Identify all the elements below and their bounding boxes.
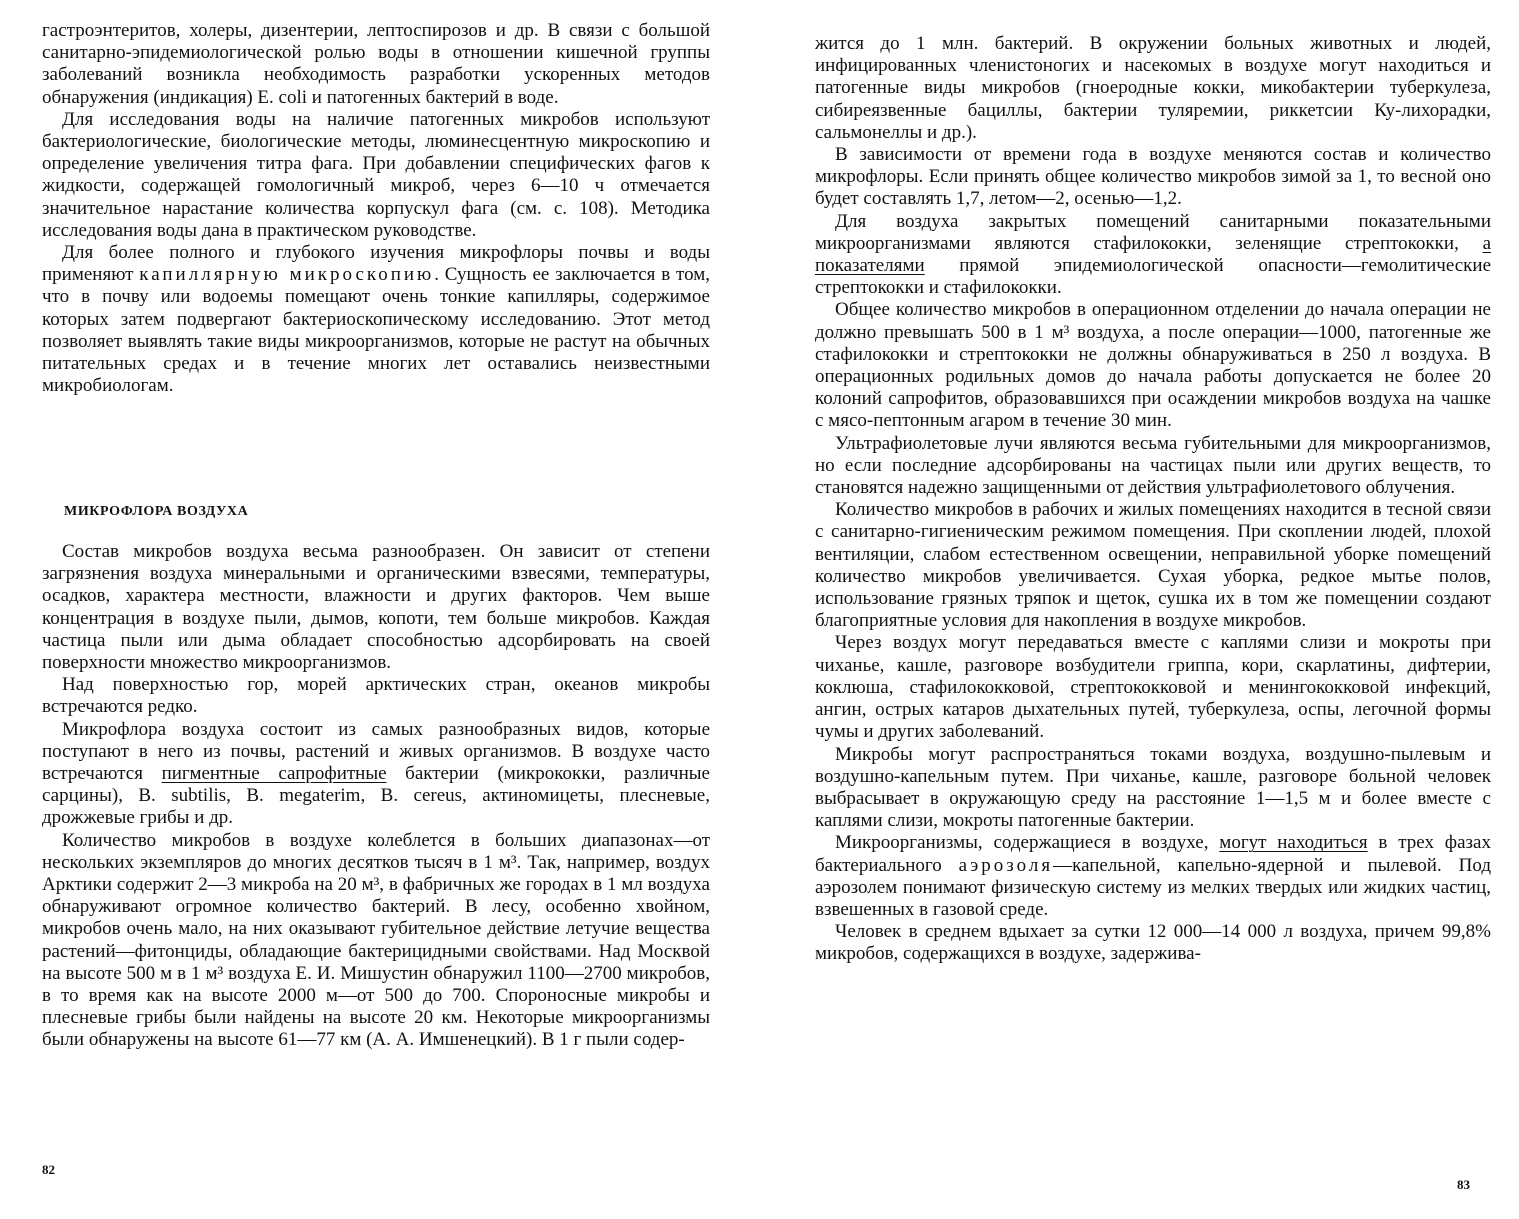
paragraph-breathing: Человек в среднем вдыхает за сутки 12 000—14 000 л воздуха, причем 99,8% микробов, содержащихся в воздухе, задержива-	[815, 921, 1491, 965]
right-column	[815, 33, 1491, 966]
paragraph-seasons: В зависимости от времени года в воздухе меняются состав и количество микрофлоры. Если принять общее количество микробов зимой за 1, то весной оно будет составлять 1,7, летом—2, осенью—1,2.	[815, 144, 1491, 210]
paragraph-continuation-right: жится до 1 млн. бактерий. В окружении больных животных и людей, инфицированных членистоногих и насекомых в воздухе могут находиться и патогенные виды микробов (гноеродные кокки, микобактерии туберкулеза, сибиреязвенные бациллы, бактерии туляремии, риккетсии Ку-лихорадки, сальмонеллы и др.).	[815, 33, 1491, 143]
paragraph-indicators	[815, 211, 1491, 300]
paragraph-premises: Количество микробов в рабочих и жилых помещениях находится в тесной связи с санитарно-гигиеническим режимом помещения. При скоплении людей, плохой вентиляции, слабом естественном освещении, неправильной уборке помещений количество микробов увеличивается. Сухая уборка, редкое мытье полов, использование грязных тряпок и щеток, сушка их в том же помещении создают благоприятные условия для накопления в воздухе микробов.	[815, 499, 1491, 632]
right-page	[760, 0, 1519, 1219]
indicators-text-before: Для воздуха закрытых помещений санитарными показательными микроорганизмами являются стафилококки, зеленящие стрептококки,	[815, 210, 1491, 254]
paragraph-capillary	[42, 242, 710, 397]
paragraph-aerosol	[815, 832, 1491, 921]
microflora-text-before: Микрофлора воздуха состоит из самых разнообразных видов, которые поступают в него из почвы, растений и живых организмов. В воздухе часто встречаются	[42, 718, 710, 785]
section-heading: МИКРОФЛОРА ВОЗДУХА	[64, 504, 249, 519]
page-number-left: 82	[42, 1162, 55, 1177]
paragraph-mountains: Над поверхностью гор, морей арктических стран, океанов микробы встречаются редко.	[42, 674, 710, 718]
paragraph-microflora	[42, 719, 710, 830]
paragraph-continuation: гастроэнтеритов, холеры, дизентерии, лептоспирозов и др. В связи с большой санитарно-эпидемиологической ролью воды в отношении кишечной группы заболеваний возникла необходимость разработки ускоренных методов обнаружения (индикация) E. coli и патогенных бактерий в воде.	[42, 20, 710, 108]
left-column-top	[42, 20, 710, 397]
paragraph-air-currents: Микробы могут распространяться токами воздуха, воздушно-пылевым и воздушно-капельным путем. При чиханье, кашле, разговоре больной человек выбрасывает в окружающую среду на расстояние 1—1,5 м и более вместе с каплями слизи, мокроты патогенные бактерии.	[815, 743, 1491, 832]
paragraph-operating-room: Общее количество микробов в операционном отделении до начала операции не должно превышать 500 в 1 м³ воздуха, а после операции—1000, патогенные же стафилококки и стрептококки не должны обнаруживаться в 250 л воздуха. В операционных родильных домов до начала работы допускается не более 20 колоний сапрофитов, образовавшихся при осаждении микробов воздуха на чашке с мясо-пептонным агаром в течение 30 мин.	[815, 299, 1491, 432]
paragraph-airborne-diseases: Через воздух могут передаваться вместе с каплями слизи и мокроты при чиханье, кашле, разговоре возбудители гриппа, кори, скарлатины, дифтерии, коклюша, стафилококковой, стрептококковой и менингококковой инфекций, ангин, острых катаров дыхательных путей, туберкулеза, оспы, легочной формы чумы и других заболеваний.	[815, 632, 1491, 743]
microflora-text-after: бактерии (микрококки, различные сарцины), B. subtilis, B. megaterim, B. cereus, актиномицеты, плесневые, дрожжевые грибы и др.	[42, 763, 710, 829]
left-column-bottom	[42, 541, 710, 1052]
aerosol-term: аэрозоля	[958, 854, 1054, 876]
aerosol-text-middle: в трех фазах бактериального	[815, 832, 1491, 876]
indicators-text-after: прямой эпидемиологической опасности—гемолитические стрептококки и стафилококки.	[815, 255, 1491, 299]
aerosol-text-before: Микроорганизмы, содержащиеся в воздухе,	[835, 832, 1220, 854]
left-page	[0, 0, 740, 1219]
page-number-right: 83	[1457, 1177, 1470, 1192]
paragraph-water-research: Для исследования воды на наличие патогенных микробов используют бактериологические, биологические методы, люминесцентную микроскопию и определение увеличения титра фага. При добавлении специфических фагов к жидкости, содержащей гомологичный микроб, через 6—10 ч отмечается значительное нарастание количества корпускул фага (см. с. 108). Методика исследования воды дана в практическом руководстве.	[42, 108, 710, 241]
capillary-text-after: . Сущность ее заключается в том, что в почву или водоемы помещают очень тонкие капилляры, содержимое которых затем подвергают бактериоскопическому исследованию. Этот метод позволяет выявлять такие виды микроорганизмов, которые не растут на обычных питательных средах и в течение многих лет оставались неизвестными микробиологам.	[42, 264, 710, 397]
paragraph-air-composition: Состав микробов воздуха весьма разнообразен. Он зависит от степени загрязнения воздуха минеральными и органическими взвесями, температуры, осадков, характера местности, влажности и других факторов. Чем выше концентрация в воздухе пыли, дымов, копоти, тем больше микробов. Каждая частица пыли или дыма обладает способностью адсорбировать на своей поверхности множество микроорганизмов.	[42, 541, 710, 674]
capillary-text-before: Для более полного и глубокого изучения микрофлоры почвы и воды применяют	[42, 242, 710, 286]
underlined-phrase: пигментные сапрофитные	[161, 763, 387, 785]
paragraph-ultraviolet: Ультрафиолетовые лучи являются весьма губительными для микроорганизмов, но если последние адсорбированы на частицах пыли или других веществ, то становятся надежно защищенными от действия ультрафиолетового облучения.	[815, 432, 1491, 499]
underlined-phrase: а показателями	[815, 232, 1491, 277]
paragraph-quantity: Количество микробов в воздухе колеблется в больших диапазонах—от нескольких экземпляров до многих десятков тысяч в 1 м³. Так, например, воздух Арктики содержит 2—3 микроба на 20 м³, в фабричных же городах в 1 мл воздуха обнаруживают огромное количество бактерий. В лесу, особенно хвойном, микробов очень мало, на них оказывают губительное действие летучие вещества растений—фитонциды, обладающие бактерицидными свойствами. Над Москвой на высоте 500 м в 1 м³ воздуха Е. И. Мишустин обнаружил 1100—2700 микробов, в то время как на высоте 2000 м—от 500 до 700. Спороносные микробы и плесневые грибы были найдены на высоте 20 км. Некоторые микроорганизмы были обнаружены на высоте 61—77 км (А. А. Имшенецкий). В 1 г пыли содер-	[42, 829, 710, 1051]
aerosol-text-after: —капельной, капельно-ядерной и пылевой. Под аэрозолем понимают физическую систему из мелких твердых или жидких частиц, взвешенных в газовой среде.	[815, 854, 1491, 920]
capillary-term: капиллярную микроскопию	[139, 264, 435, 286]
underlined-phrase: могут находиться	[1219, 832, 1368, 854]
